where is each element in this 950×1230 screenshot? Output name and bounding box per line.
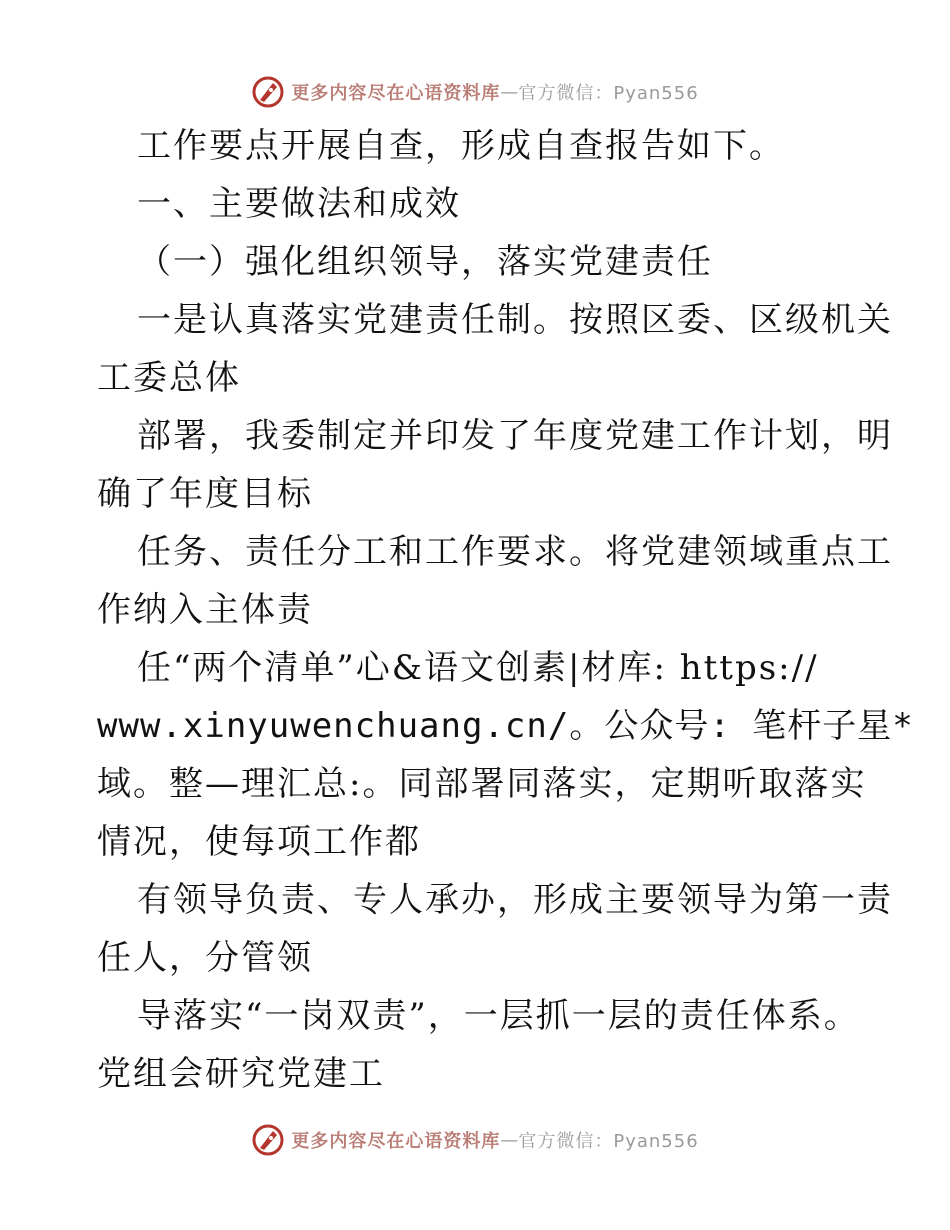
- paragraph-line: 域。整—理汇总:。同部署同落实，定期听取落实: [97, 764, 867, 804]
- banner-wechat-text: 官方微信：Pyan556: [518, 1131, 699, 1152]
- paragraph-line: 工作要点开展自查，形成自查报告如下。: [137, 126, 785, 166]
- banner-main-text: 更多内容尽在心语资料库: [291, 83, 501, 104]
- section-heading: 一、主要做法和成效: [137, 184, 461, 224]
- banner-main-text: 更多内容尽在心语资料库: [291, 1131, 501, 1152]
- paragraph-line: 任人，分管领: [97, 938, 313, 978]
- paragraph-line: 作纳入主体责: [97, 590, 313, 630]
- footer-watermark-banner: [0, 1118, 950, 1162]
- banner-wechat-text: 官方微信：Pyan556: [518, 83, 699, 104]
- header-watermark-banner: [0, 70, 950, 114]
- paragraph-line: 导落实“一岗双责”，一层抓一层的责任体系。: [137, 996, 860, 1036]
- pen-nib-logo-icon: [251, 75, 285, 109]
- banner-separator: —: [500, 1129, 519, 1151]
- pen-nib-logo-icon: [251, 1123, 285, 1157]
- document-body: [97, 117, 914, 1103]
- paragraph-line: 有领导负责、专人承办，形成主要领导为第一责: [137, 880, 893, 920]
- paragraph-line: 工委总体: [97, 358, 241, 398]
- paragraph-line: 任务、责任分工和工作要求。将党建领域重点工: [137, 532, 893, 572]
- paragraph-line: 情况，使每项工作都: [97, 822, 421, 862]
- banner-separator: —: [500, 81, 519, 103]
- paragraph-line: www.xinyuwenchuang.cn/。公众号: 笔杆子星*: [97, 706, 914, 746]
- paragraph-line: 确了年度目标: [97, 474, 313, 514]
- subsection-heading: （一）强化组织领导，落实党建责任: [137, 242, 713, 282]
- paragraph-line: 任“两个清单”心&语文创素|材库: https://: [137, 648, 819, 688]
- paragraph-line: 部署，我委制定并印发了年度党建工作计划，明: [137, 416, 893, 456]
- paragraph-line: 党组会研究党建工: [97, 1054, 385, 1094]
- paragraph-line: 一是认真落实党建责任制。按照区委、区级机关: [137, 300, 893, 340]
